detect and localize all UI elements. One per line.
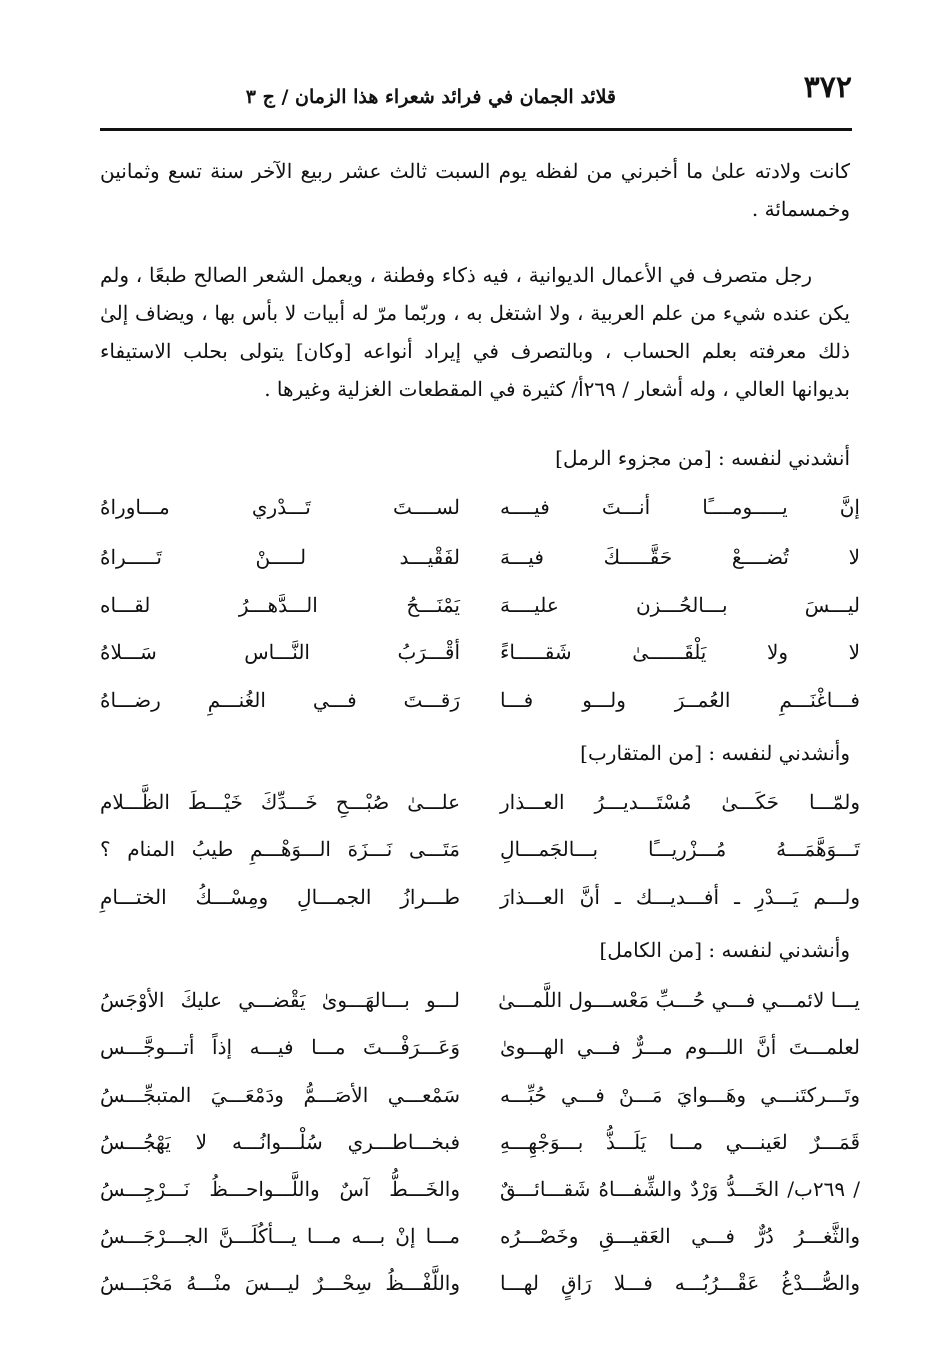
hemistich-first: وتَـــركتَنـــي وهَـــوايَ مَـــنْ فـــي حُبِّـــه [500, 1083, 860, 1107]
hemistich-first: لا ولا يَلْقَــــــىٰ شَقـــــاءً [500, 640, 860, 664]
hemistich-second: أقْـــرَبُ النَّـــاس سَـــلاهُ [100, 640, 460, 664]
verse-line [100, 640, 860, 684]
poem-intro: وأنشدني لنفسه : [من الكامل] [599, 938, 850, 962]
hemistich-second: لفَقْيـــد لـــــنْ تَـــــراهُ [100, 545, 460, 569]
hemistich-second: مـــا إنْ بـــه مـــا يـــأكُلَـــنَّ الجـــرْجَـــسُ [100, 1224, 460, 1248]
hemistich-second: طـــرازُ الجمـــالِ ومِسْـــكُ الختـــامِ [100, 885, 460, 909]
verse-line [100, 593, 860, 637]
page-number: ٣٧٢ [803, 70, 852, 105]
hemistich-second: سَمْعـــي الأصَـــمُّ ودَمْعَـــيَ المتبجِّـــسُ [100, 1083, 460, 1107]
hemistich-second: علـــىٰ صُبْـــحِ خَـــدِّكَ خَيْـــطَ الظَّـــلام [100, 790, 460, 814]
verse-line [100, 495, 860, 539]
poem-intro: وأنشدني لنفسه : [من المتقارب] [580, 741, 850, 765]
verse-line [100, 1177, 860, 1221]
hemistich-first: والصُّـــدْغُ عَقْـــرُبُـــه فـــلا رَاقٍ لهـــا [500, 1271, 860, 1295]
hemistich-second: والخَـــطُّ آسٌ واللَّـــواحـــظُ نَـــرْجِـــسُ [100, 1177, 460, 1201]
hemistich-first: لعلمـــتَ أنَّ اللـــوم مـــرٌّ فـــي الهـــوىٰ [500, 1035, 860, 1059]
hemistich-second: واللَّفْـــظُ سِحْـــرٌ ليـــسَ منْـــهُ مَحْبَـــسُ [100, 1271, 460, 1295]
hemistich-first: يـــا لائمـــي فـــي حُـــبِّ مَعْســـول اللَّمـــىٰ [498, 988, 860, 1012]
running-title: قلائد الجمان في فرائد شعراء هذا الزمان / ج ٣ [245, 86, 616, 108]
hemistich-first: والثَّغـــرُ دُرٌّ فـــي العَقيـــقِ وخَصْـــرُه [500, 1224, 860, 1248]
verse-line [100, 545, 860, 589]
paragraph-biography: رجل متصرف في الأعمال الديوانية ، فيه ذكاء وفطنة ، ويعمل الشعر الصالح طبعًا ، ولم يكن عنده شيء من علم العربية ، ولا اشتغل به ، وربّما مرّ له أبيات لا بأس بها ، ويضاف إلىٰ ذلك معرفته بعلم الحساب ، وبالتصرف في إيراد أنواعه [وكان] يتولى بحلب الاستيفاء بديوانها العالي ، وله أشعار / ٢٦٩أ/ كثيرة في المقطعات الغزلية وغيرها . [100, 263, 850, 401]
hemistich-first: / ٢٦٩ب/ الخَـــدُّ وَرْدٌ والشِّفـــاهُ شَقـــائـــقٌ [500, 1177, 860, 1201]
hemistich-first: فـــاغْنَـــمِ العُمــرَ ولـــو فـــا [500, 688, 860, 712]
hemistich-first: إنَّ يـــــومــــًا أنـــتَ فيــــه [500, 495, 860, 519]
hemistich-first: ليـــسَ بـــالحُـــزن عليــــهَ [500, 593, 860, 617]
paragraph-birth: كانت ولادته علىٰ ما أخبرني من لفظه يوم السبت ثالث عشر ربيع الآخر سنة تسع وثمانين وخمسمائة . [100, 159, 850, 221]
hemistich-first: قَمَـــرٌ لعَينـــي مـــا يَلَـــذُّ بـــوَجْهِـــهِ [500, 1130, 860, 1154]
verse-line [100, 1083, 860, 1127]
verse-line [100, 688, 860, 732]
verse-line [100, 1224, 860, 1268]
hemistich-first: تَـــوَهَّمَـــهُ مُـــزْريـــًا بـــالجَمـــالِ [500, 837, 860, 861]
page-header [100, 70, 852, 131]
hemistich-second: مَتَـــى نَـــزَهَ الـــوَهْـــمِ طيبُ المنام ؟ [100, 837, 460, 861]
verse-line [100, 1035, 860, 1079]
hemistich-first: ولـــم يَـــدْرِ ـ أفـــديـــك ـ أنَّ العـــذارَ [500, 885, 860, 909]
hemistich-second: لســــتَ تَـــدْري مـــاوراهُ [100, 495, 460, 519]
hemistich-first: لا تُضــــعْ حَقَّـــــكَ فيـــهَ [500, 545, 860, 569]
hemistich-second: يَمْنَـــحُ الـــدَّهـــرُ لقـــاه [100, 593, 460, 617]
verse-line [100, 790, 860, 834]
verse-line [100, 1130, 860, 1174]
hemistich-first: ولمّـــا حَكَـــىٰ مُسْتَـــديـــرُ العـــذار [500, 790, 860, 814]
hemistich-second: فبخـــاطـــري سُلْـــوانُـــه لا يَهْجُـــسُ [100, 1130, 460, 1154]
hemistich-second: وَعَـــرَفْـــتَ مـــا فيـــه إذاً أتـــوجَّـــس [100, 1035, 460, 1059]
verse-line [100, 885, 860, 929]
poem-intro: أنشدني لنفسه : [من مجزوء الرمل] [555, 446, 850, 470]
hemistich-second: رَقـــتَ فـــي الغُنـــمِ رضـــاهُ [100, 688, 460, 712]
hemistich-second: لـــو بـــالهَـــوىٰ يَقْضـــي عليكَ الأوْجَسُ [100, 988, 460, 1012]
verse-line [100, 988, 860, 1032]
verse-line [100, 837, 860, 881]
verse-line [100, 1271, 860, 1315]
